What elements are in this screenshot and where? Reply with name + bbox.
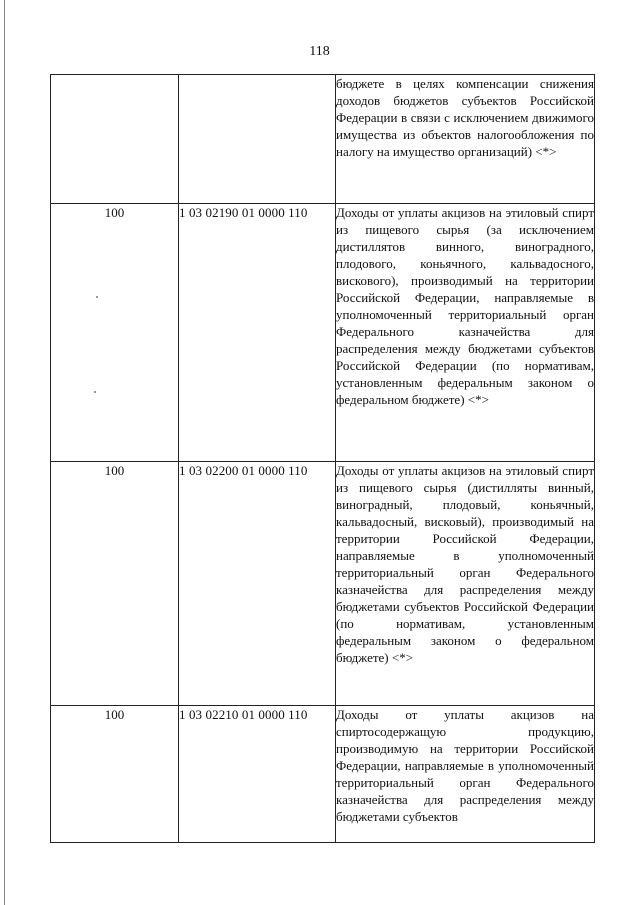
budget-classification-code-cell [179, 75, 336, 204]
revenue-description-cell: Доходы от уплаты акцизов на этиловый спирт из пищевого сырья (дистилляты винный, виноградный, плодовый, коньячный, кальвадосный, висковый), производимый на территории Российской Федерации, направляемые в уполномоченный территориальный орган Федерального казначейства для распределения между бюджетами субъектов Российской Федерации (по нормативам, установленным федеральным законом о федеральном бюджете) <*> [336, 462, 595, 706]
revenue-codes-table [50, 74, 595, 843]
table-row [51, 75, 595, 204]
admin-code-cell [51, 75, 179, 204]
admin-code-cell: 100 [51, 462, 179, 706]
budget-classification-code-cell: 1 03 02200 01 0000 110 [179, 462, 336, 706]
admin-code-cell: 100 [51, 204, 179, 462]
admin-code-cell: 100 [51, 706, 179, 843]
revenue-description-cell: Доходы от уплаты акцизов на спиртосодержащую продукцию, производимую на территории Российской Федерации, направляемые в уполномоченный территориальный орган Федерального казначейства для распределения между бюджетами субъектов [336, 706, 595, 843]
revenue-description-cell: бюджете в целях компенсации снижения доходов бюджетов субъектов Российской Федерации в связи с исключением движимого имущества из объектов налогообложения по налогу на имущество организаций) <*> [336, 75, 595, 204]
revenue-description-cell: Доходы от уплаты акцизов на этиловый спирт из пищевого сырья (за исключением дистиллятов винного, виноградного, плодового, коньячного, кальвадосного, вискового), производимый на территории Российской Федерации, направляемые в уполномоченный территориальный орган Федерального казначейства для распределения между бюджетами субъектов Российской Федерации (по нормативам, установленным федеральным законом о федеральном бюджете) <*> [336, 204, 595, 462]
table-row [51, 204, 595, 462]
budget-classification-code-cell: 1 03 02190 01 0000 110 [179, 204, 336, 462]
budget-classification-code-cell: 1 03 02210 01 0000 110 [179, 706, 336, 843]
table-row [51, 706, 595, 843]
table-row [51, 462, 595, 706]
page-number: 118 [309, 44, 330, 59]
scan-page-edge [4, 0, 5, 905]
